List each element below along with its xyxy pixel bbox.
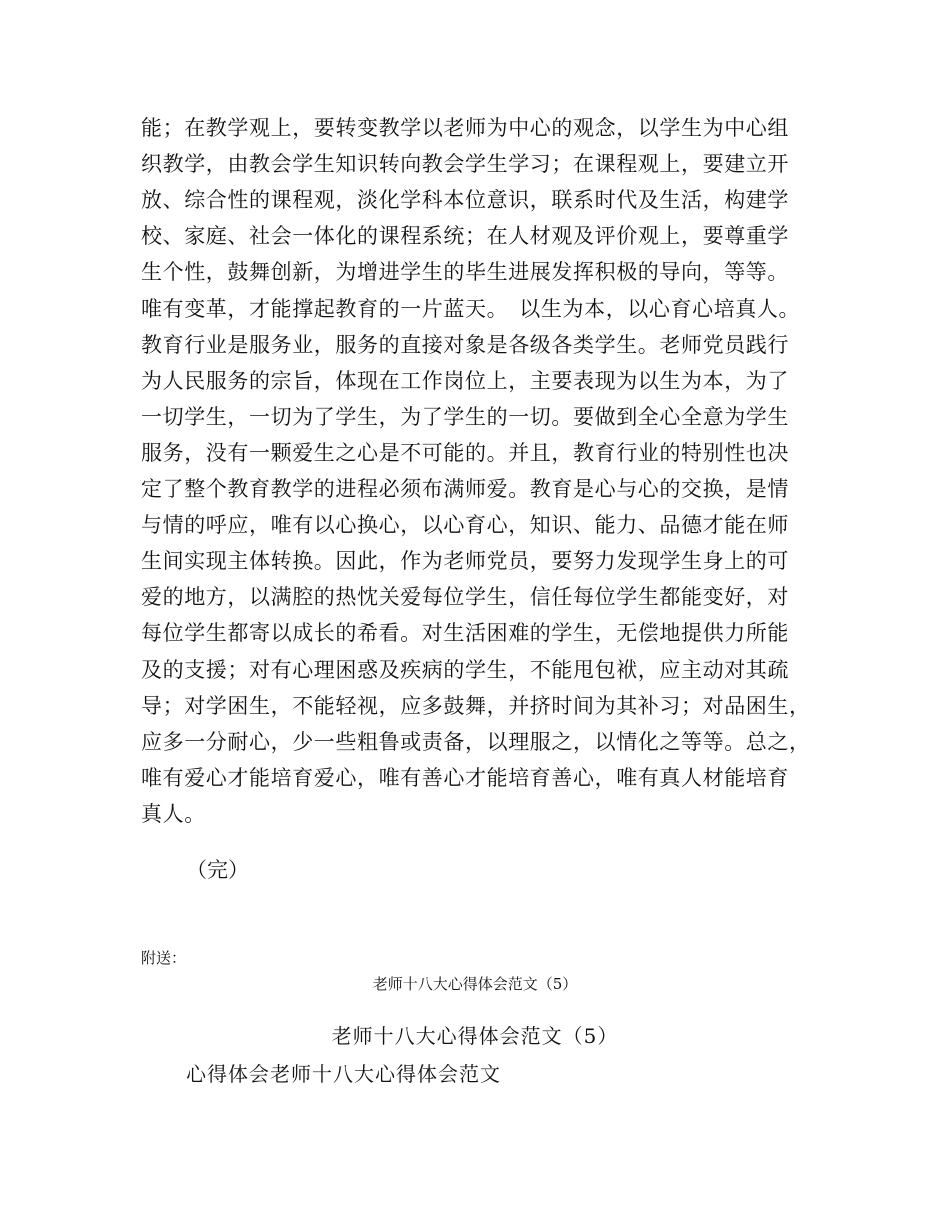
body-line: 真人。 [141,801,206,826]
body-line: 应多一分耐心，少一些粗鲁或责备，以理服之，以情化之等等。总之， [141,729,811,754]
body-line: 放、综合性的课程观，淡化学科本位意识，联系时代及生活，构建学 [141,188,789,213]
body-line: 生个性，鼓舞创新，为增进学生的毕生进展发挥积极的导向，等等。 [141,260,789,285]
body-line: 能；在教学观上，要转变教学以老师为中心的观念，以学生为中心组 [141,116,789,140]
body-line: 服务，没有一颗爱生之心是不可能的。并且，教育行业的特别性也决 [141,440,789,465]
body-line: 一切学生，一切为了学生，为了学生的一切。要做到全心全意为学生 [141,404,789,429]
body-line: 为人民服务的宗旨，体现在工作岗位上，主要表现为以生为本，为了 [141,368,789,393]
body-line: 爱的地方，以满腔的热忱关爱每位学生，信任每位学生都能变好，对 [141,585,789,610]
body-line: 唯有变革，才能撑起教育的一片蓝天。 以生为本，以心育心培真人。 [141,296,801,321]
appendix-label: 附送： [141,949,187,967]
body-line: 教育行业是服务业，服务的直接对象是各级各类学生。老师党员践行 [141,332,789,357]
end-mark: （完） [186,858,249,882]
body-line: 唯有爱心才能培育爱心，唯有善心才能培育善心，唯有真人材能培育 [141,765,789,790]
body-line: 生间实现主体转换。因此，作为老师党员，要努力发现学生身上的可 [141,549,789,574]
appendix-small-title: 老师十八大心得体会范文（5） [372,975,578,993]
appendix-title: 老师十八大心得体会范文（5） [331,1024,619,1048]
body-line: 定了整个教育教学的进程必须布满师爱。教育是心与心的交换，是情 [141,477,789,501]
body-line: 织教学，由教会学生知识转向教会学生学习；在课程观上，要建立开 [141,152,789,177]
body-line: 导；对学困生，不能轻视，应多鼓舞，并挤时间为其补习；对品困生， [141,693,811,718]
appendix-subtitle: 心得体会老师十八大心得体会范文 [186,1062,501,1086]
body-line: 与情的呼应，唯有以心换心，以心育心，知识、能力、品德才能在师 [141,513,789,538]
body-line: 及的支援；对有心理困惑及疾病的学生，不能甩包袱，应主动对其疏 [141,657,789,682]
body-line: 校、家庭、社会一体化的课程系统；在人材观及评价观上，要尊重学 [141,224,789,249]
body-line: 每位学生都寄以成长的希看。对生活困难的学生，无偿地提供力所能 [141,621,789,646]
